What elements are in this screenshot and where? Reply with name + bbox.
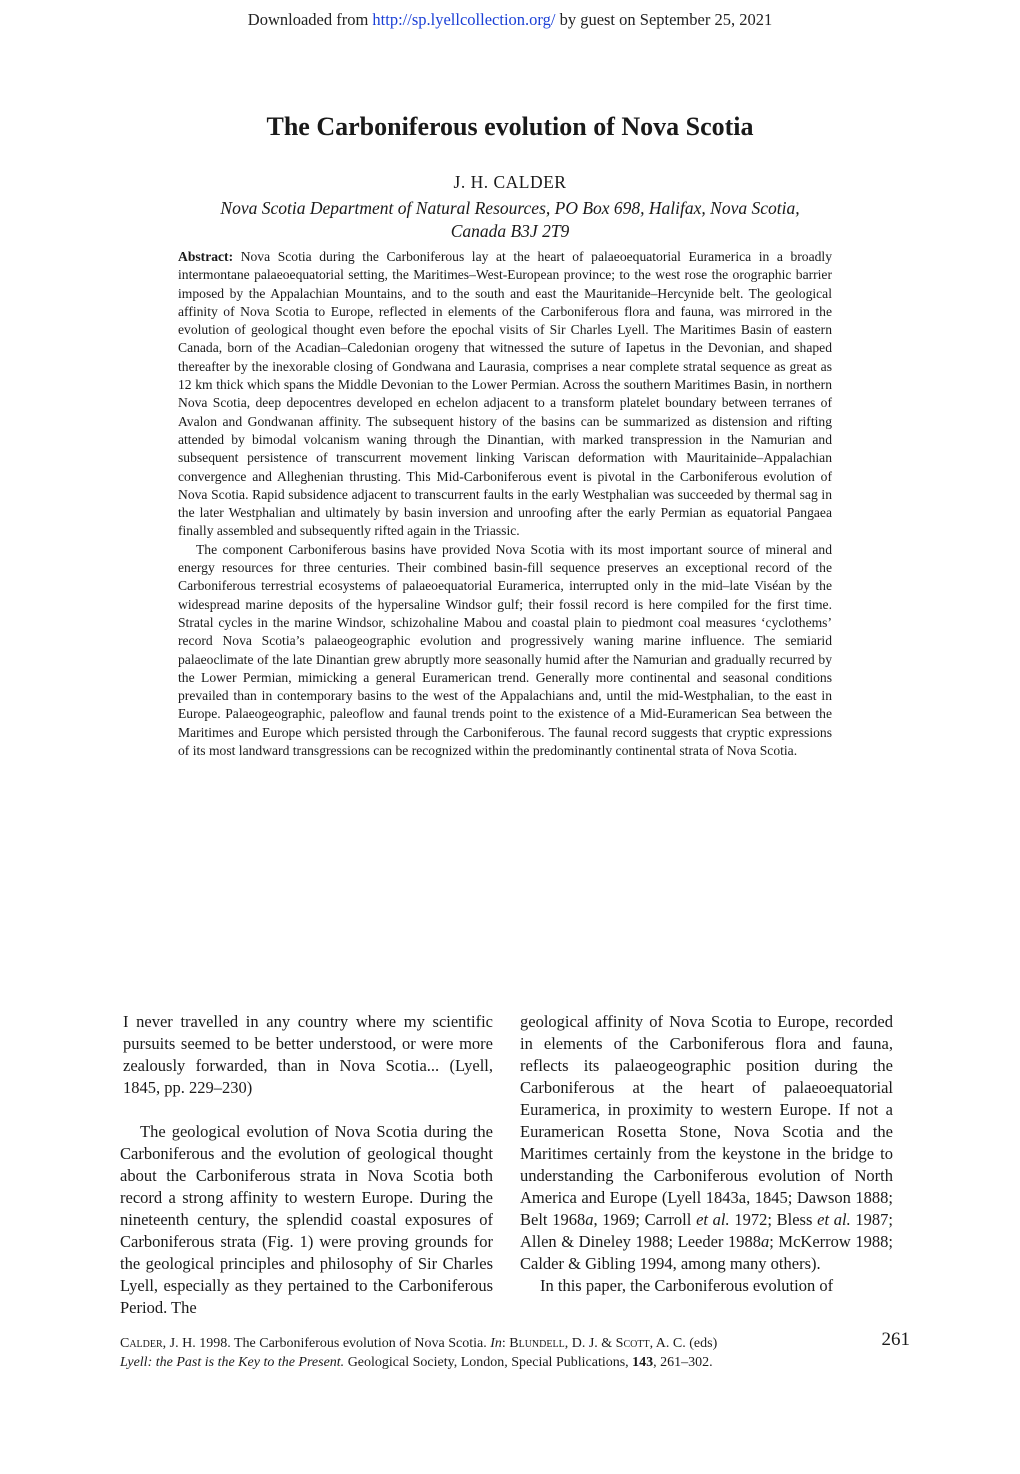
affiliation-line-1: Nova Scotia Department of Natural Resources, PO Box 698, Halifax, Nova Scotia,	[220, 198, 800, 218]
body-column-left	[120, 1011, 493, 1319]
author-affiliation	[0, 197, 1020, 243]
citation-book: Lyell: the Past is the Key to the Present.	[120, 1355, 345, 1370]
para2-text: 1972; Bless	[729, 1210, 818, 1229]
download-suffix: by guest on September 25, 2021	[555, 10, 773, 29]
epigraph-quote: I never travelled in any country where my scientific pursuits seemed to be better understood, or were more zealously forwarded, than in Nova Scotia... (Lyell, 1845, pp. 229–230)	[123, 1012, 493, 1097]
para2-text: , 1969; Carroll	[593, 1210, 697, 1229]
para2-italic: et al.	[696, 1210, 730, 1229]
download-prefix: Downloaded from	[247, 10, 373, 29]
para2-italic: a	[761, 1232, 770, 1251]
abstract-text-1: Nova Scotia during the Carboniferous lay at the heart of palaeoequatorial Euramerica in a broadly intermontane palaeoequatorial setting, the Maritimes–West-European province; to the west rose the orographic barrier imposed by the Appalachian Mountains, and to the south and east the Mauritanide–Hercynide belt. The geological affinity of Nova Scotia to Europe, reflected in elements of the Carboniferous flora and fauna, was mirrored in the evolution of geological thought even before the epochal visits of Sir Charles Lyell. The Maritimes Basin of eastern Canada, born of the Acadian–Caledonian orogeny that witnessed the suture of Iapetus in the Devonian, and shaped thereafter by the inexorable closing of Gondwana and Laurasia, comprises a near complete stratal sequence as great as 12 km thick which spans the Middle Devonian to the Lower Permian. Across the southern Maritimes Basin, in northern Nova Scotia, deep depocentres developed en echelon adjacent to a transform platelet boundary between terranes of Avalon and Gondwanan affinity. The subsequent history of the basins can be summarized as distension and rifting attended by bimodal volcanism waning through the Dinantian, with marked transpression in the Namurian and subsequent persistence of transcurrent movement linking Variscan deformation with Mauritainide–Appalachian convergence and Alleghenian thrusting. This Mid-Carboniferous event is pivotal in the Carboniferous evolution of Nova Scotia. Rapid subsidence adjacent to transcurrent faults in the early Westphalian was succeeded by thermal sag in the later Westphalian and ultimately by basin inversion and unroofing after the early Permian as equatorial Pangaea finally assembled and subsequently rifted again in the Triassic.	[178, 249, 832, 539]
para2-italic: a	[585, 1210, 594, 1229]
citation-line-2	[120, 1353, 910, 1372]
citation-in: In	[490, 1336, 502, 1351]
abstract-paragraph-2: The component Carboniferous basins have provided Nova Scotia with its most important source of mineral and energy resources for three centuries. Their combined basin-fill sequence preserves an exceptional record of the Carboniferous terrestrial ecosystems of palaeoequatorial Euramerica, interrupted only in the mid–late Viséan by the widespread marine deposits of the hypersaline Windsor gulf; their fossil record is here compiled for the first time. Stratal cycles in the marine Windsor, schizohaline Mabou and coastal plain to piedmont coal measures ‘cyclothems’ record Nova Scotia’s palaeogeographic evolution and progressively waning marine influence. The semiarid palaeoclimate of the late Dinantian grew abruptly more seasonally humid after the Namurian and gradually recurred by the Lower Permian, mimicking a general Euramerican trend. Generally more continental and seasonal conditions prevailed than in contemporary basins to the west of the Appalachians and, until the mid-Westphalian, to the east in Europe. Palaeogeographic, paleoflow and faunal trends point to the existence of a Mid-Euramerican Sea between the Maritimes and Europe which persisted through the Carboniferous. The faunal record suggests that cryptic expressions of its most landward transgressions can be recognized within the predominantly continental strata of Nova Scotia.	[178, 541, 832, 759]
abstract	[178, 248, 832, 760]
para2-text: geological affinity of Nova Scotia to Europe, recorded in elements of the Carboniferous flora and fauna, reflects its palaeogeographic position during the Carboniferous at the heart of palaeoequatorial Euramerica, in proximity to western Europe. If not a Euramerican Rosetta Stone, Nova Scotia and the Maritimes certainly from the keystone in the bridge to understanding the Carboniferous evolution of North America and Europe (Lyell 1843a, 1845; Dawson 1888; Belt 1968	[520, 1012, 893, 1229]
citation-footer	[120, 1329, 910, 1372]
citation-author: Calder	[120, 1336, 163, 1351]
abstract-label: Abstract:	[178, 249, 234, 264]
citation-text: Geological Society, London, Special Publications,	[344, 1355, 633, 1370]
citation-editor: Scott	[615, 1336, 650, 1351]
citation-text: , J. H. 1998. The Carboniferous evolution of Nova Scotia.	[162, 1336, 491, 1351]
citation-text: , 261–302.	[653, 1355, 713, 1370]
citation-volume: 143	[632, 1355, 654, 1370]
body-paragraph-3: In this paper, the Carboniferous evolution of	[540, 1276, 834, 1295]
body-paragraph-2	[520, 1011, 893, 1275]
para2-text: 1987; Allen & Dineley 1988; Leeder 1988	[520, 1210, 893, 1251]
citation-text: , A. C. (eds)	[649, 1336, 718, 1351]
download-notice	[0, 10, 1020, 30]
citation-text: :	[501, 1336, 510, 1351]
citation-editor: Blundell	[509, 1336, 565, 1351]
download-link[interactable]: http://sp.lyellcollection.org/	[372, 10, 556, 29]
author-name: J. H. CALDER	[453, 172, 567, 192]
affiliation-line-2: Canada B3J 2T9	[450, 221, 570, 241]
body-paragraph-1: The geological evolution of Nova Scotia during the Carboniferous and the evolution of geological thought about the Carboniferous strata in Nova Scotia both record a strong affinity to western Europe. During the nineteenth century, the splendid coastal exposures of Carboniferous strata (Fig. 1) were proving grounds for the geological principles and philosophy of Sir Charles Lyell, especially as they pertained to the Carboniferous Period. The	[120, 1122, 493, 1317]
page-number: 261	[881, 1329, 910, 1350]
body-column-right	[520, 1011, 893, 1297]
para2-italic: et al.	[817, 1210, 851, 1229]
abstract-paragraph-1	[178, 248, 832, 541]
paper-title: The Carboniferous evolution of Nova Scotia	[266, 112, 754, 141]
citation-line-1	[120, 1334, 910, 1353]
para2-text: ; McKerrow 1988; Calder & Gibling 1994, among many others).	[520, 1232, 893, 1273]
citation-text: , D. J. &	[564, 1336, 616, 1351]
